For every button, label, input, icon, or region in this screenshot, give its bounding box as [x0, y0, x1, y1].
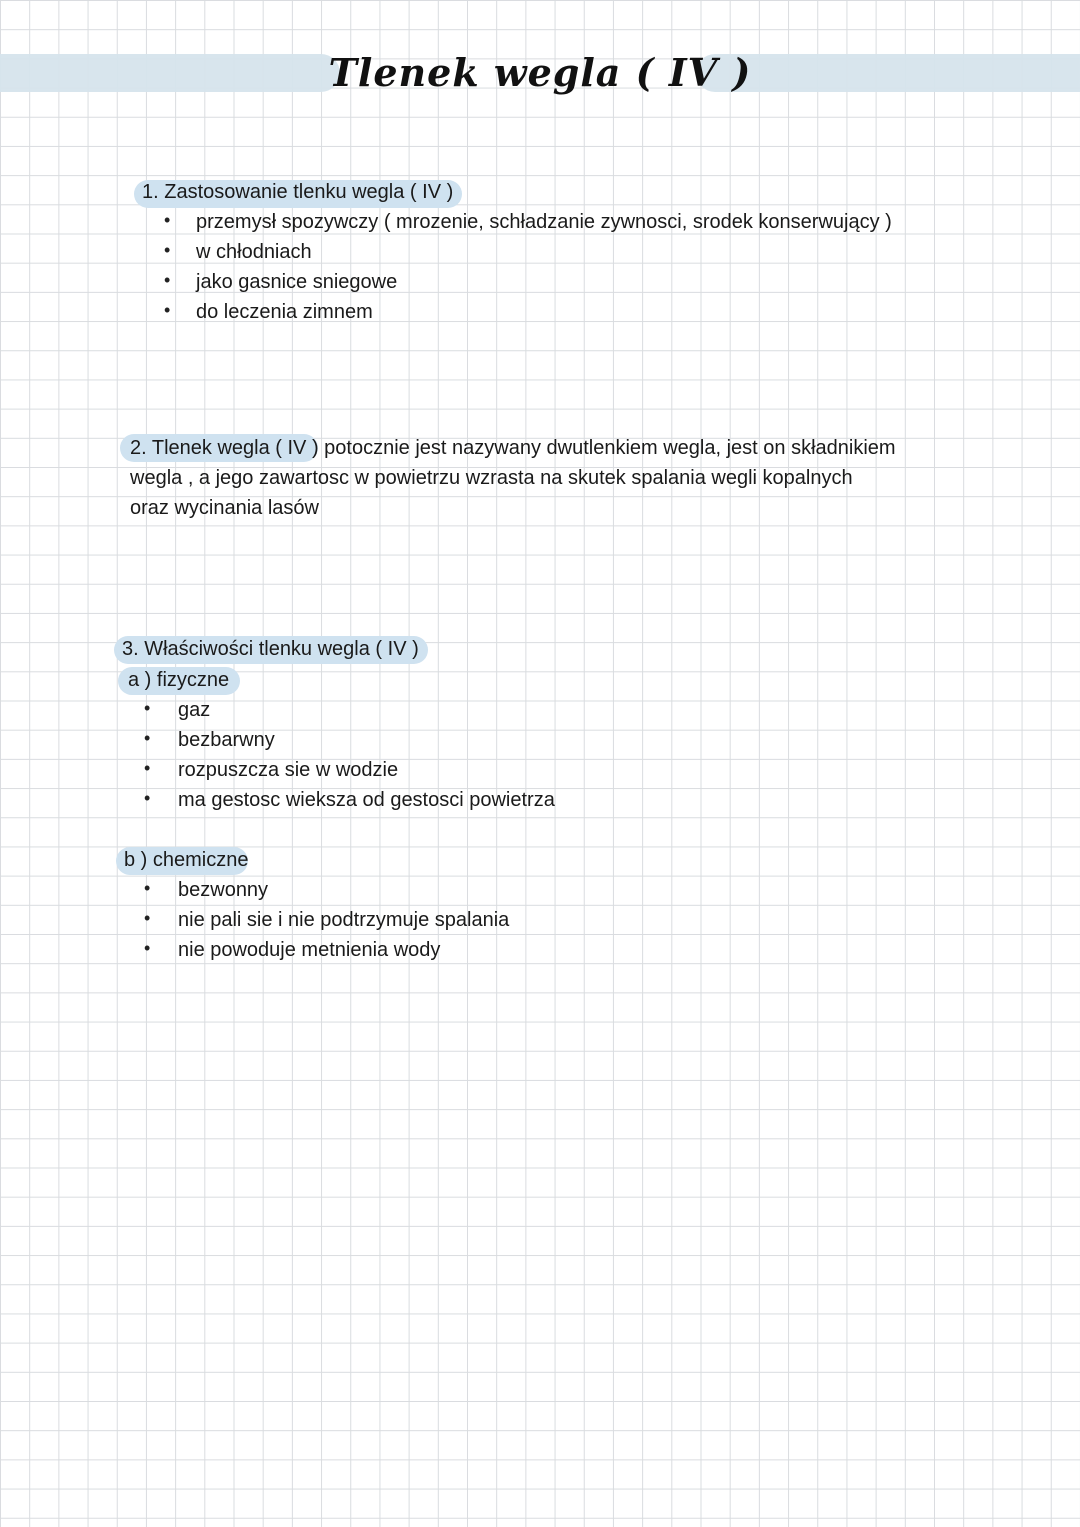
- bullet-icon: •: [164, 240, 171, 260]
- bullet-icon: •: [144, 728, 151, 748]
- list-item: rozpuszcza sie w wodzie: [178, 759, 399, 781]
- bullet-icon: •: [144, 908, 151, 928]
- section2-line2: wegla , a jego zawartosc w powietrzu wzrasta na skutek spalania wegli kopalnych: [130, 467, 853, 489]
- list-item: do leczenia zimnem: [196, 301, 373, 323]
- bullet-icon: •: [144, 758, 151, 778]
- list-item: ma gestosc wieksza od gestosci powietrza: [178, 789, 555, 811]
- physical-heading: a ) fizyczne: [128, 669, 230, 691]
- section1-heading: 1. Zastosowanie tlenku wegla ( IV ): [142, 181, 454, 203]
- chemical-heading: b ) chemiczne: [124, 849, 249, 871]
- page-title: Tlenek wegla ( IV ): [328, 50, 752, 95]
- bullet-icon: •: [164, 300, 171, 320]
- list-item: jako gasnice sniegowe: [196, 271, 398, 293]
- section2-paragraph: [130, 433, 930, 523]
- list-item: bezwonny: [178, 879, 269, 901]
- bullet-icon: •: [144, 698, 151, 718]
- list-item: nie pali sie i nie podtrzymuje spalania: [178, 909, 510, 931]
- list-item: w chłodniach: [196, 241, 312, 263]
- section2-line3: oraz wycinania lasów: [130, 497, 319, 519]
- list-item: gaz: [178, 699, 211, 721]
- bullet-icon: •: [164, 270, 171, 290]
- section2-line1: potocznie jest nazywany dwutlenkiem wegla, jest on składnikiem: [318, 437, 896, 459]
- bullet-icon: •: [144, 938, 151, 958]
- section2-highlight-text: 2. Tlenek wegla ( IV ): [130, 437, 319, 459]
- bullet-icon: •: [164, 210, 171, 230]
- bullet-icon: •: [144, 788, 151, 808]
- list-item: bezbarwny: [178, 729, 275, 751]
- list-item: nie powoduje metnienia wody: [178, 939, 441, 961]
- list-item: przemysł spozywczy ( mrozenie, schładzanie zywnosci, srodek konserwujący ): [196, 211, 892, 233]
- bullet-icon: •: [144, 878, 151, 898]
- section3-heading: 3. Właściwości tlenku wegla ( IV ): [122, 638, 419, 660]
